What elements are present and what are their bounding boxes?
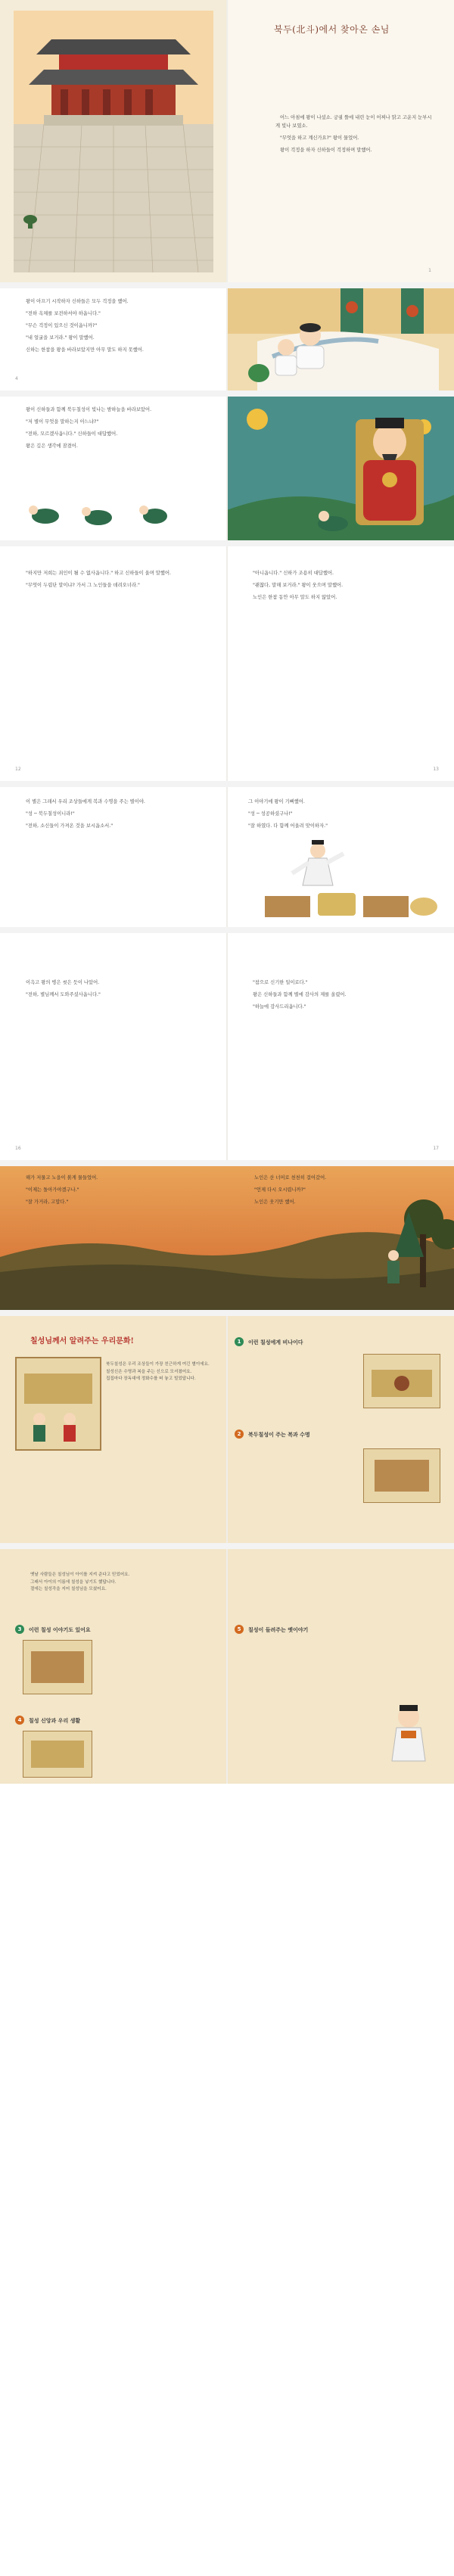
page-number: 13 xyxy=(433,767,439,772)
paragraph: "성 ─ 성공하셨구나!" xyxy=(248,811,293,817)
paragraph: 그래서 아이의 이름에 칠성을 넣기도 했답니다. xyxy=(30,1579,117,1585)
section-illustration xyxy=(23,1640,92,1694)
spread-8 xyxy=(0,1316,454,1543)
book-gutter xyxy=(226,787,228,927)
section-number-badge: 5 xyxy=(235,1625,244,1634)
paragraph: 그 이야기에 왕이 기뻐했어. xyxy=(248,799,305,804)
paragraph: 왕이 걱정을 하자 신하들이 걱정하며 말했어. xyxy=(280,148,372,153)
king-on-throne-illustration xyxy=(227,397,454,540)
paragraph: "참으로 신기한 일이로다." xyxy=(253,980,308,985)
palace-illustration xyxy=(14,11,213,272)
story-text xyxy=(244,798,357,834)
paragraph: 절에는 칠성각을 지어 칠성님을 모셨어요. xyxy=(30,1587,107,1591)
right-page xyxy=(227,787,454,927)
dancing-official-illustration xyxy=(250,840,446,923)
spread-9 xyxy=(0,1549,454,1784)
book-gutter xyxy=(226,397,228,540)
paragraph: 어느 아침에 왕이 나셨소. 궁궐 뜰에 내린 눈이 어찌나 맑고 고운지 눈부시게 빛나 보였소. xyxy=(275,115,432,129)
section-number-badge: 3 xyxy=(15,1625,24,1634)
spread-separator xyxy=(0,282,454,288)
paragraph: "성 ─ 북두칠성이니라!" xyxy=(26,811,75,817)
paragraph: "언제 다시 오시렵니까?" xyxy=(254,1187,306,1193)
right-page xyxy=(227,1549,454,1784)
story-text xyxy=(21,978,207,1003)
section-number-badge: 2 xyxy=(235,1430,244,1439)
paragraph: "잘 가거라, 고맙다." xyxy=(26,1199,69,1205)
spread-4 xyxy=(0,546,454,781)
section-illustration xyxy=(23,1731,92,1778)
paragraph: 왕이 아프기 시작하자 신하들은 모두 걱정을 했어. xyxy=(26,299,129,304)
spread-6 xyxy=(0,933,454,1160)
page-number: 16 xyxy=(15,1146,21,1151)
paragraph: "무엇을 하고 계신가요?" 왕이 물었어. xyxy=(280,135,359,141)
paragraph: "하지만 저희는 죄인이 될 수 없사옵니다." 하고 신하들이 울며 말했어. xyxy=(26,571,172,576)
book-gutter xyxy=(226,933,228,1160)
left-page xyxy=(0,288,227,390)
paragraph: 노인은 웃기만 했어. xyxy=(254,1199,296,1205)
story-text xyxy=(248,569,434,605)
paragraph: 이윽고 왕의 병은 씻은 듯이 나았어. xyxy=(26,980,100,985)
paragraph: "내 얼굴을 보거라." 왕이 말했어. xyxy=(26,335,95,341)
section-illustration xyxy=(363,1448,440,1503)
section-title: 칠성 신앙과 우리 생활 xyxy=(29,1718,81,1724)
right-page xyxy=(227,546,454,781)
spread-separator xyxy=(0,927,454,933)
info-banner: 칠성님께서 알려주는 우리문화! xyxy=(30,1337,134,1346)
story-text xyxy=(21,297,210,358)
right-page xyxy=(227,933,454,1160)
paragraph: "전하, 소신들이 가져온 것을 보시옵소서." xyxy=(26,823,114,829)
spread-separator xyxy=(0,1160,454,1166)
left-page xyxy=(0,546,227,781)
book-gutter xyxy=(226,288,228,390)
right-page xyxy=(227,288,454,390)
story-text xyxy=(21,569,207,593)
section-number-badge: 4 xyxy=(15,1716,24,1725)
page-number: 1 xyxy=(428,268,431,273)
left-page xyxy=(0,0,227,282)
book-gutter xyxy=(226,1316,228,1543)
paragraph: 왕은 신하들과 함께 별에 감사의 제를 올렸어. xyxy=(253,992,347,997)
paragraph: 집집마다 장독대에 정화수를 떠 놓고 빌었답니다. xyxy=(106,1377,196,1381)
paragraph: 북두칠성은 우리 조상들이 가장 친근하게 여긴 별이에요. xyxy=(106,1362,210,1367)
story-text xyxy=(250,1174,424,1210)
page-number: 12 xyxy=(15,767,21,772)
story-text xyxy=(21,1174,195,1210)
spread-7 xyxy=(0,1166,454,1310)
paragraph: "전하 옥체를 보전하셔야 하옵니다." xyxy=(26,311,101,316)
info-text xyxy=(106,1361,219,1383)
sick-king-illustration xyxy=(227,288,454,390)
story-text xyxy=(21,798,210,834)
spread-separator xyxy=(0,1310,454,1316)
section-number-badge: 1 xyxy=(235,1337,244,1346)
page-number: 17 xyxy=(433,1146,439,1151)
paragraph: 노인은 한참 동안 아무 말도 하지 않았어. xyxy=(253,595,337,600)
right-page xyxy=(227,397,454,540)
paragraph: 노인은 산 너머로 천천히 걸어갔어. xyxy=(254,1175,327,1181)
section-title: 이런 칠성에게 비나이다 xyxy=(248,1339,303,1346)
right-page xyxy=(227,0,454,282)
paragraph: 왕이 신하들과 함께 북두칠성이 빛나는 밤하늘을 바라보았어. xyxy=(26,407,152,412)
story-text xyxy=(248,978,434,1015)
spread-5 xyxy=(0,787,454,927)
paragraph: "아니옵니다." 신하가 조용히 대답했어. xyxy=(253,571,334,576)
spread-1 xyxy=(0,0,454,282)
left-page xyxy=(0,933,227,1160)
left-page xyxy=(0,1549,227,1784)
spread-separator xyxy=(0,390,454,397)
book-gutter xyxy=(226,1549,228,1784)
page-number: 4 xyxy=(15,376,18,381)
paragraph: "잘 하였다. 다 함께 어울려 맞이하자." xyxy=(248,823,328,829)
bowing-officials-illustration xyxy=(15,493,212,531)
paragraph: "이제는 돌아가야겠구나." xyxy=(26,1187,79,1193)
spread-2 xyxy=(0,288,454,390)
spread-3 xyxy=(0,397,454,540)
paragraph: "전하, 모르겠사옵니다." 신하들이 대답했어. xyxy=(26,431,118,437)
left-page xyxy=(0,787,227,927)
section-illustration xyxy=(363,1354,440,1408)
story-text xyxy=(21,406,210,454)
paragraph: 옛날 사람들은 칠성님이 아이를 지켜 준다고 믿었어요. xyxy=(30,1573,130,1577)
spread-separator xyxy=(0,1543,454,1549)
paragraph: "전하, 별님께서 도와주셨사옵니다." xyxy=(26,992,101,997)
right-page xyxy=(227,1316,454,1543)
story-title: 북두(北斗)에서 찾아온 손님 xyxy=(274,24,390,35)
paragraph: 이 별은 그래서 우리 조상들에게 복과 수명을 주는 별이야. xyxy=(26,799,145,804)
paragraph: "괜찮다, 말해 보거라." 왕이 웃으며 말했어. xyxy=(253,583,344,588)
section-title: 이런 칠성 이야기도 있어요 xyxy=(29,1627,91,1633)
section-title: 북두칠성이 주는 복과 수명 xyxy=(248,1432,310,1438)
book-gutter xyxy=(226,0,228,282)
paragraph: "무슨 걱정이 있으신 것이옵니까?" xyxy=(26,323,98,328)
info-text xyxy=(30,1572,212,1594)
section-title: 칠성이 들려주는 옛이야기 xyxy=(248,1627,309,1633)
paragraph: 칠성신은 수명과 복을 주는 신으로 모셔졌어요. xyxy=(106,1369,192,1374)
spread-separator xyxy=(0,781,454,787)
paragraph: 해가 저물고 노을이 붉게 물들었어. xyxy=(26,1175,98,1181)
paragraph: 왕은 깊은 생각에 잠겼어. xyxy=(26,443,78,449)
child-character-illustration xyxy=(378,1700,439,1769)
spread-separator xyxy=(0,540,454,546)
paragraph: "무엇이 두렵단 말이냐? 가서 그 노인들을 데려오너라." xyxy=(26,583,140,588)
paragraph: 신하는 한참을 왕을 바라보았지만 아무 말도 하지 못했어. xyxy=(26,347,144,353)
book-gutter xyxy=(226,546,228,781)
paragraph: "하늘에 감사드리옵니다." xyxy=(253,1004,306,1010)
folk-scene-illustration xyxy=(15,1357,101,1451)
left-page xyxy=(0,1316,227,1543)
paragraph: "저 별이 무엇을 말하는지 아느냐?" xyxy=(26,419,99,425)
left-page xyxy=(0,397,227,540)
story-text xyxy=(275,114,434,158)
